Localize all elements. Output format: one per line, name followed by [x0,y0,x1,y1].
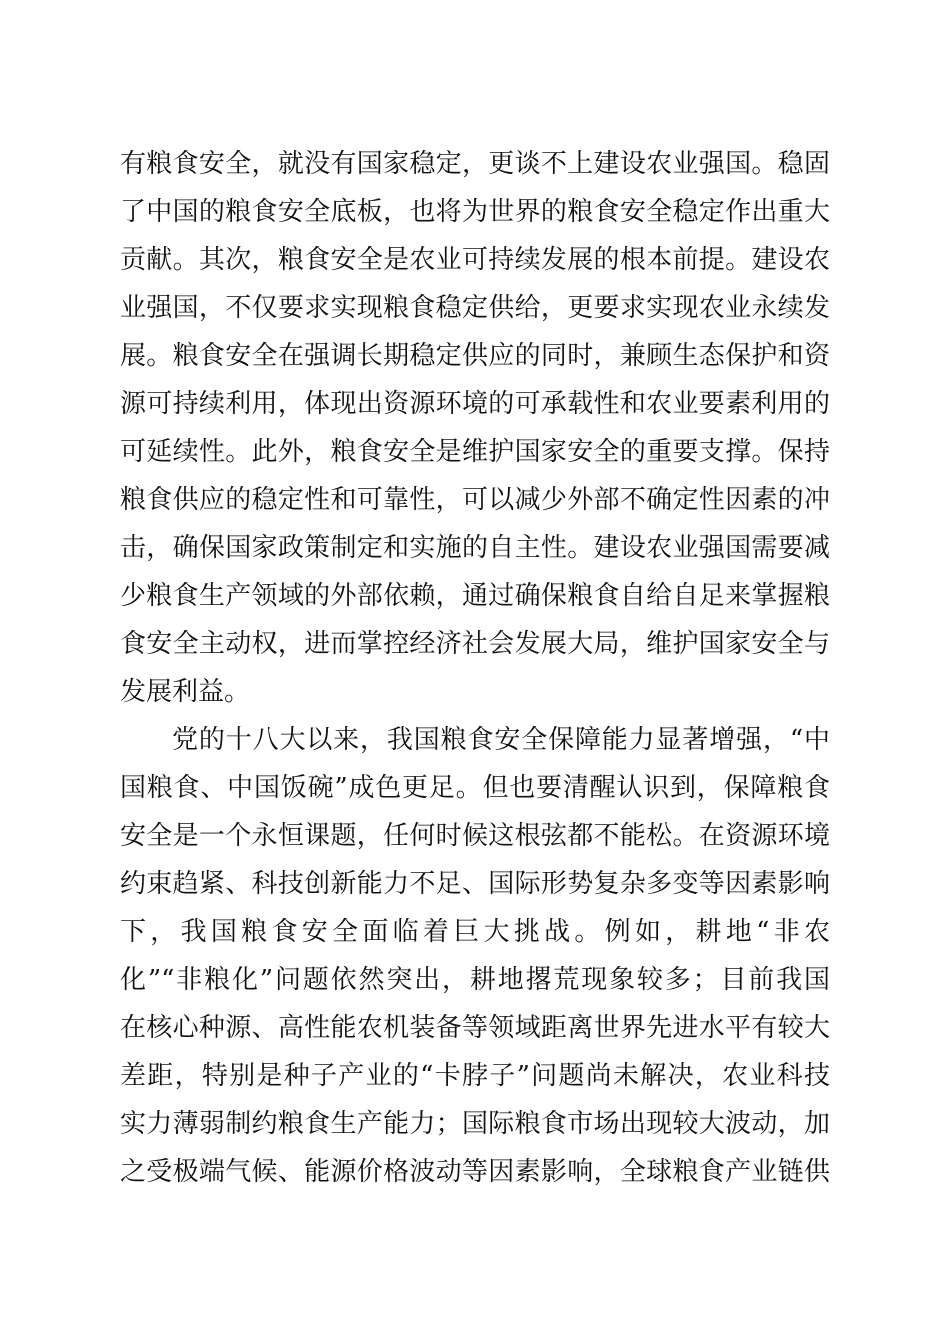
text-line: 实力薄弱制约粮食生产能力；国际粮食市场出现较大波动，加 [120,1109,830,1139]
text-line: 了中国的粮食安全底板，也将为世界的粮食安全稳定作出重大 [120,197,830,227]
text-line: 业强国，不仅要求实现粮食稳定供给，更要求实现农业永续发 [120,293,830,323]
text-line: 党的十八大以来，我国粮食安全保障能力显著增强，“中 [172,725,830,755]
text-line: 贡献。其次，粮食安全是农业可持续发展的根本前提。建设农 [120,245,830,275]
text-line: 击，确保国家政策制定和实施的自主性。建设农业强国需要减 [120,533,830,563]
text-line: 发展利益。 [120,677,251,707]
text-line: 源可持续利用，体现出资源环境的可承载性和农业要素利用的 [120,389,830,419]
text-line: 有粮食安全，就没有国家稳定，更谈不上建设农业强国。稳固 [120,149,830,179]
text-line: 少粮食生产领域的外部依赖，通过确保粮食自给自足来掌握粮 [120,581,830,611]
text-line: 食安全主动权，进而掌控经济社会发展大局，维护国家安全与 [120,629,830,659]
text-line: 之受极端气候、能源价格波动等因素影响，全球粮食产业链供 [120,1157,830,1187]
text-line: 安全是一个永恒课题，任何时候这根弦都不能松。在资源环境 [120,821,830,851]
text-line: 国粮食、中国饭碗”成色更足。但也要清醒认识到，保障粮食 [120,773,830,803]
body-text [120,140,830,1196]
text-line: 约束趋紧、科技创新能力不足、国际形势复杂多变等因素影响 [120,869,830,899]
text-line: 下，我国粮食安全面临着巨大挑战。例如，耕地“非农 [120,917,830,947]
text-line: 差距，特别是种子产业的“卡脖子”问题尚未解决，农业科技 [120,1061,830,1091]
paragraph-2 [120,716,830,1196]
text-line: 可延续性。此外，粮食安全是维护国家安全的重要支撑。保持 [120,437,830,467]
text-line: 在核心种源、高性能农机装备等领域距离世界先进水平有较大 [120,1013,830,1043]
text-line: 化”“非粮化”问题依然突出，耕地撂荒现象较多；目前我国 [120,965,830,995]
text-line: 粮食供应的稳定性和可靠性，可以减少外部不确定性因素的冲 [120,485,830,515]
paragraph-1 [120,140,830,716]
text-line: 展。粮食安全在强调长期稳定供应的同时，兼顾生态保护和资 [120,341,830,371]
